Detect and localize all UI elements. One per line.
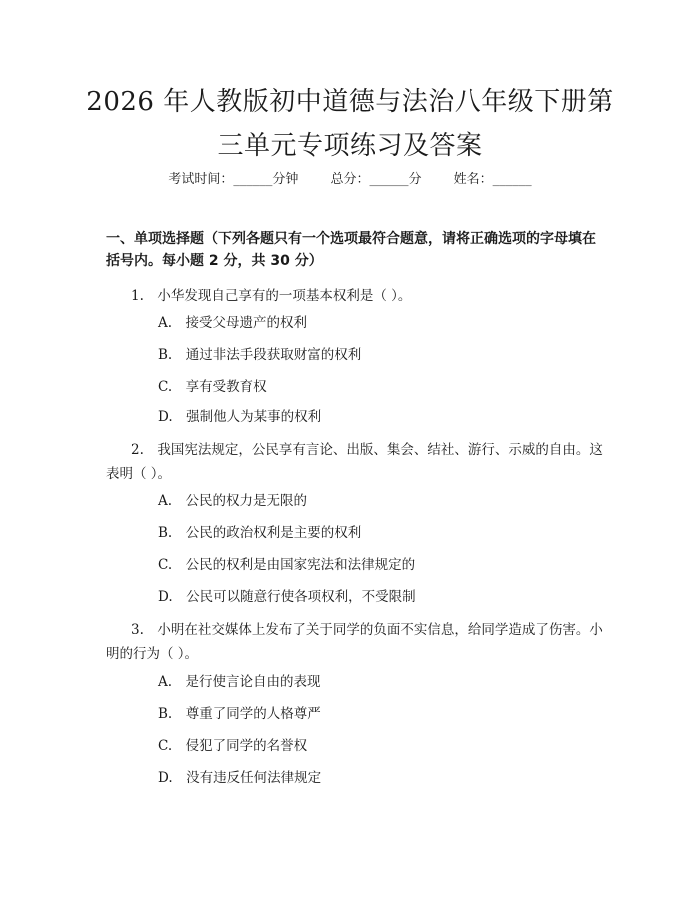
option-b: B. 通过非法手段获取财富的权利 — [158, 347, 362, 363]
section-heading: 一、单项选择题（下列各题只有一个选项最符合题意，请将正确选项的字母填在括号内。每小题 2 分，共 30 分） — [106, 231, 596, 269]
document-title — [0, 80, 700, 168]
option-d: D. 强制他人为某事的权利 — [158, 409, 322, 425]
option-b: B. 公民的政治权利是主要的权利 — [158, 525, 362, 541]
option-a: A. 是行使言论自由的表现 — [158, 674, 321, 690]
option-c: C. 享有受教育权 — [158, 379, 267, 395]
exam-total-score: 总分：______分 — [330, 172, 422, 187]
option-a: A. 公民的权力是无限的 — [158, 493, 308, 509]
exam-meta — [0, 168, 700, 187]
question-stem: 3. 小明在社交媒体上发布了关于同学的负面不实信息，给同学造成了伤害。小明的行为（ ）。 — [106, 622, 603, 662]
question-stem: 2. 我国宪法规定，公民享有言论、出版、集会、结社、游行、示威的自由。这表明（ ）。 — [106, 442, 603, 482]
exam-time: 考试时间：______分钟 — [168, 172, 299, 187]
option-c: C. 公民的权利是由国家宪法和法律规定的 — [158, 557, 416, 573]
student-name: 姓名：______ — [453, 172, 532, 187]
title-line-1: 2026 年人教版初中道德与法治八年级下册第 — [86, 87, 614, 117]
title-line-2: 三单元专项练习及答案 — [217, 131, 483, 161]
option-b: B. 尊重了同学的人格尊严 — [158, 706, 321, 722]
question-stem: 1. 小华发现自己享有的一项基本权利是（ ）。 — [131, 288, 412, 304]
option-d: D. 没有违反任何法律规定 — [158, 770, 322, 786]
option-a: A. 接受父母遗产的权利 — [158, 315, 308, 331]
option-d: D. 公民可以随意行使各项权利，不受限制 — [158, 589, 416, 605]
option-c: C. 侵犯了同学的名誉权 — [158, 738, 308, 754]
